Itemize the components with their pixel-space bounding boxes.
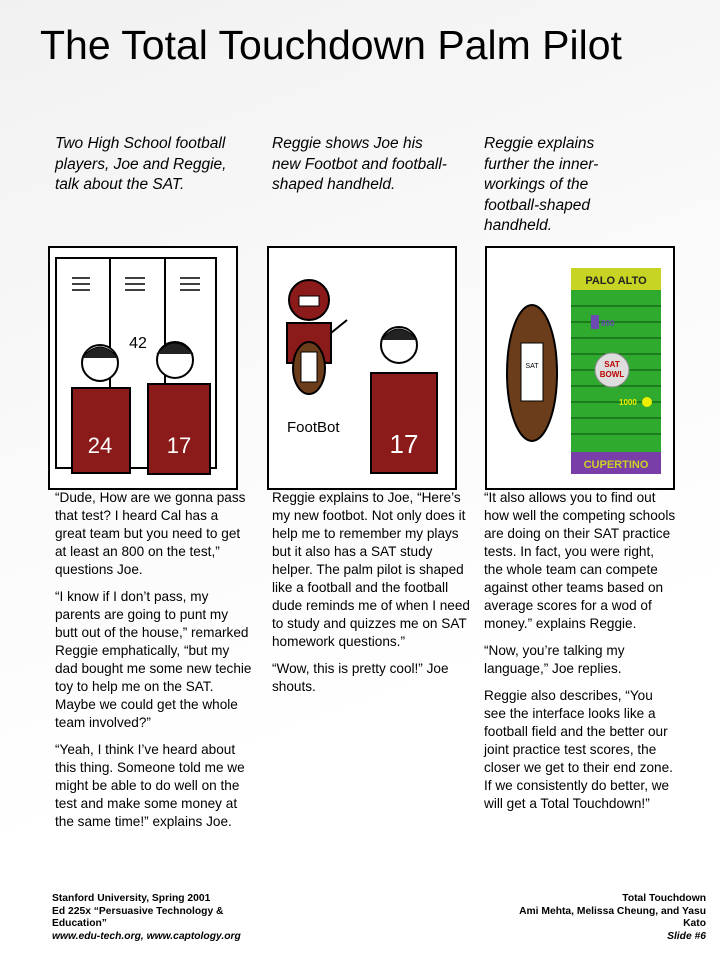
football-field-screen: [571, 268, 661, 474]
score-bottom: 1000: [619, 398, 637, 407]
story-paragraph: Reggie also describes, “You see the interface looks like a football field and the better our joint practice test scores, the closer we get to their end zone. If we consistently do better, we will get a Total Touchdown!”: [484, 688, 673, 811]
caption-panel-2: Reggie shows Joe his new Footbot and football-shaped handheld.: [272, 135, 447, 193]
slide-title: The Total Touchdown Palm Pilot: [40, 22, 622, 68]
comic-panel-footbot: [267, 246, 457, 490]
footer-left: [52, 893, 262, 943]
story-paragraph: “Yeah, I think I’ve heard about this thing. Someone told me we might be able to do well on the test and make some money at the same time!” explains Joe.: [55, 742, 245, 829]
lockers-illustration: [50, 248, 236, 488]
top-team-name: PALO ALTO: [585, 275, 647, 287]
caption-panel-3: Reggie explains further the inner-workings of the football-shaped handheld.: [484, 135, 599, 234]
story-column-3: [484, 489, 676, 822]
ball-label: SAT: [525, 363, 539, 370]
football-handheld: [507, 305, 557, 441]
team-marker-top: [591, 315, 599, 329]
footbot-label: FootBot: [287, 419, 340, 436]
story-paragraph: “Now, you’re talking my language,” Joe replies.: [484, 643, 625, 676]
bowl-line1: SAT: [604, 360, 620, 369]
jersey-number: 17: [389, 429, 419, 459]
footer-university: Stanford University, Spring 2001: [52, 893, 211, 904]
jersey-number-right: 17: [166, 433, 192, 458]
footer-right: [496, 893, 706, 943]
jersey-number-left: 24: [87, 433, 113, 458]
footbot-illustration: [269, 248, 455, 488]
footer-course: Ed 225x “Persuasive Technology & Education”: [52, 905, 224, 929]
story-column-2: [272, 489, 470, 705]
story-paragraph: “Dude, How are we gonna pass that test? I heard Cal has a great team but you need to get at least an 800 on the test,” questions Joe.: [55, 490, 246, 577]
story-paragraph: “It also allows you to find out how well the competing schools are doing on their SAT practice tests. In fact, you were right, the whole team can compete against other teams based on average scores for a wod of money.” explains Reggie.: [484, 490, 676, 631]
caption-panel-1: Two High School football players, Joe and Reggie, talk about the SAT.: [55, 135, 227, 193]
joe-figure: [371, 327, 437, 473]
locker-number: 42: [129, 335, 147, 352]
footer-project: Total Touchdown: [622, 893, 706, 904]
bottom-team-name: CUPERTINO: [583, 459, 649, 471]
handheld-illustration: [487, 248, 673, 488]
team-marker-bottom: [642, 397, 652, 407]
bowl-line2: BOWL: [599, 370, 625, 379]
story-paragraph: “Wow, this is pretty cool!” Joe shouts.: [272, 661, 449, 694]
footer-slide-number: Slide #6: [667, 930, 706, 942]
story-paragraph: Reggie explains to Joe, “Here’s my new footbot. Not only does it help me to remember my plays but it also has a SAT study helper. The palm pilot is shaped like a football and the football dude reminds me of when I need to study and quizzes me on SAT homework questions.”: [272, 490, 470, 649]
story-paragraph: “I know if I don’t pass, my parents are going to punt my butt out of the house,” remarked Reggie emphatically, “but my dad bought me some new techie toy to help me on the SAT. Maybe we could get the whole team involved?”: [55, 589, 252, 730]
footer-urls: www.edu-tech.org, www.captology.org: [52, 930, 241, 942]
comic-panel-lockers: [48, 246, 238, 490]
score-top: 800: [601, 319, 615, 328]
story-column-1: [55, 489, 252, 840]
footer-authors: Ami Mehta, Melissa Cheung, and Yasu Kato: [519, 905, 706, 929]
comic-panel-handheld: [485, 246, 675, 490]
footbot-robot: [287, 280, 347, 394]
